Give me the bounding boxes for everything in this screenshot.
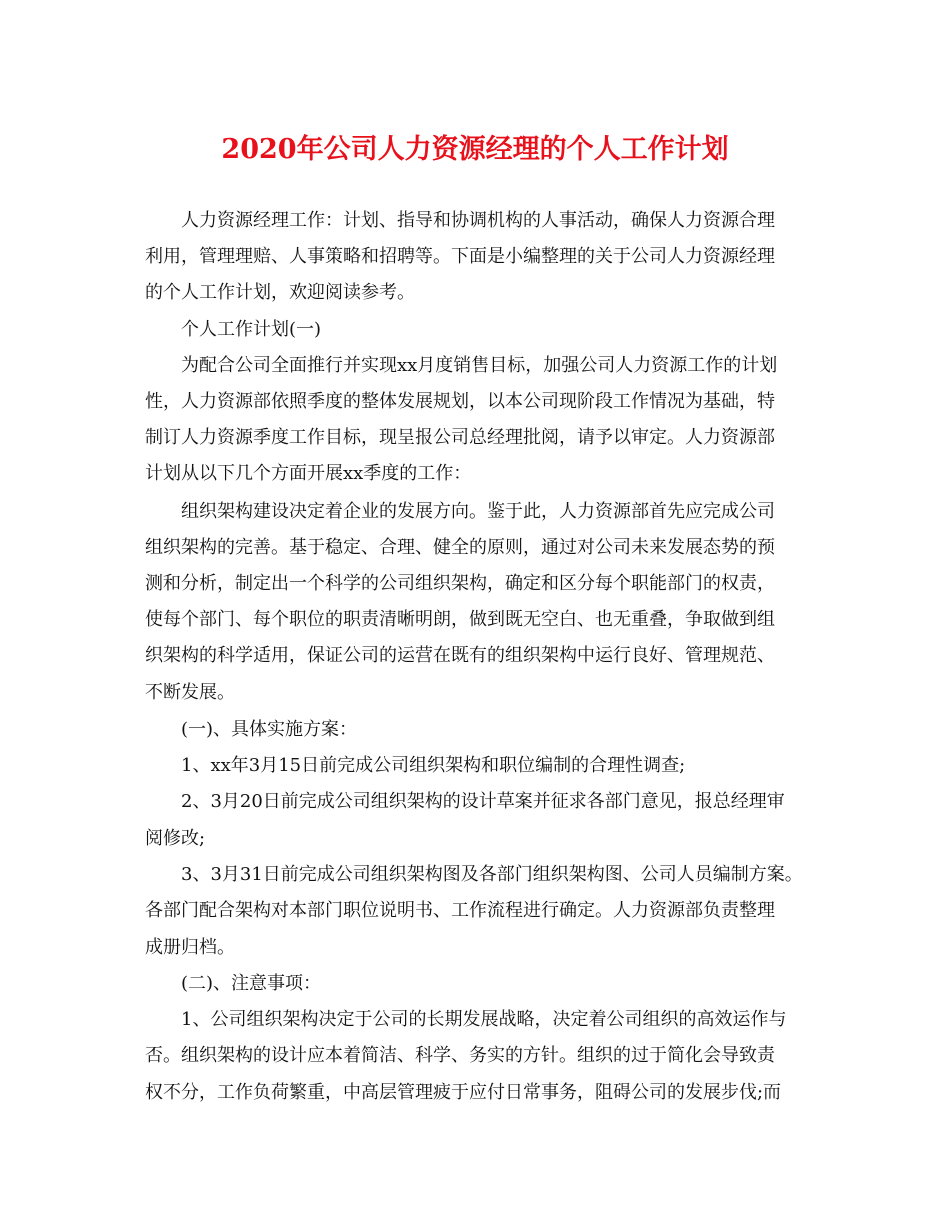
paragraph-line: 人力资源经理工作：计划、指导和协调机构的人事活动，确保人力资源合理 <box>181 210 775 231</box>
section-heading: (二)、注意事项： <box>181 973 322 994</box>
paragraph-line: 织架构的科学适用，保证公司的运营在既有的组织架构中运行良好、管理规范、 <box>145 645 775 666</box>
paragraph-line: 制订人力资源季度工作目标，现呈报公司总经理批阅，请予以审定。人力资源部 <box>145 427 775 448</box>
paragraph-line: 性，人力资源部依照季度的整体发展规划，以本公司现阶段工作情况为基础，特 <box>145 391 775 412</box>
section-heading: 个人工作计划(一) <box>181 319 322 340</box>
section-heading: (一)、具体实施方案： <box>181 719 358 740</box>
paragraph-line: 为配合公司全面推行并实现xx月度销售目标，加强公司人力资源工作的计划 <box>181 355 778 376</box>
list-item: 1、公司组织架构决定于公司的长期发展战略，决定着公司组织的高效运作与 <box>181 1009 787 1030</box>
list-item-continuation: 各部门配合架构对本部门职位说明书、工作流程进行确定。人力资源部负责整理 <box>145 900 775 921</box>
list-item: 1、xx年3月15日前完成公司组织架构和职位编制的合理性调查; <box>181 755 686 776</box>
list-item-continuation: 权不分，工作负荷繁重，中高层管理疲于应付日常事务，阻碍公司的发展步伐;而 <box>145 1082 782 1103</box>
paragraph-line: 不断发展。 <box>145 682 235 703</box>
document-title: 2020年公司人力资源经理的个人工作计划 <box>221 134 729 165</box>
paragraph-line: 组织架构建设决定着企业的发展方向。鉴于此，人力资源部首先应完成公司 <box>181 501 775 522</box>
paragraph-line: 计划从以下几个方面开展xx季度的工作： <box>145 463 472 484</box>
paragraph-line: 测和分析，制定出一个科学的公司组织架构，确定和区分每个职能部门的权责， <box>145 573 775 594</box>
paragraph-line: 使每个部门、每个职位的职责清晰明朗，做到既无空白、也无重叠，争取做到组 <box>145 609 775 630</box>
paragraph-line: 利用，管理理赔、人事策略和招聘等。下面是小编整理的关于公司人力资源经理 <box>145 246 775 267</box>
list-item-continuation: 成册归档。 <box>145 937 235 958</box>
paragraph-line: 组织架构的完善。基于稳定、合理、健全的原则，通过对公司未来发展态势的预 <box>145 537 775 558</box>
list-item: 2、3月20日前完成公司组织架构的设计草案并征求各部门意见，报总经理审 <box>181 791 785 812</box>
list-item-continuation: 否。组织架构的设计应本着简洁、科学、务实的方针。组织的过于简化会导致责 <box>145 1045 775 1066</box>
paragraph-line: 的个人工作计划，欢迎阅读参考。 <box>145 282 415 303</box>
list-item: 3、3月31日前完成公司组织架构图及各部门组织架构图、公司人员编制方案。 <box>181 864 803 885</box>
list-item-continuation: 阅修改; <box>145 828 206 849</box>
